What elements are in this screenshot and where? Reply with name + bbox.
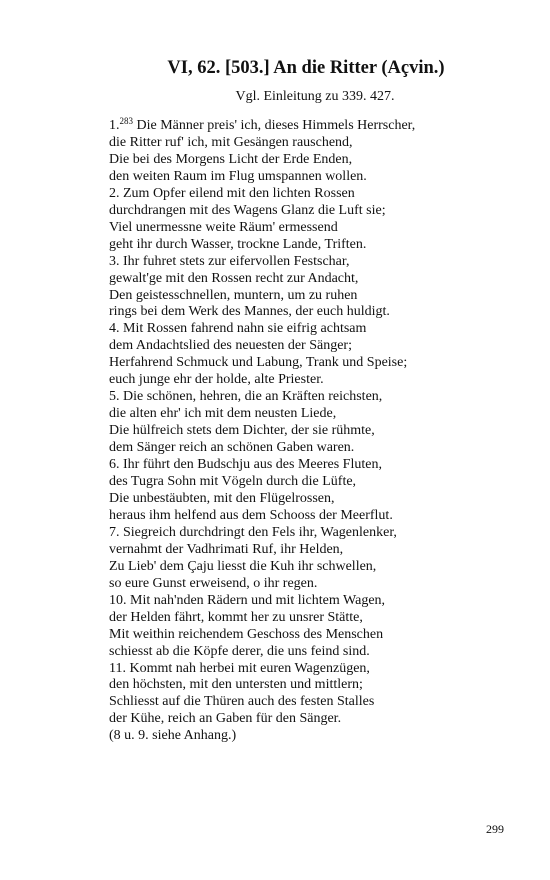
poem-line <box>109 118 529 135</box>
footnote-marker: 283 <box>119 116 133 126</box>
poem-line: Die unbestäubten, mit den Flügelrossen, <box>109 490 335 506</box>
poem-line: (8 u. 9. siehe Anhang.) <box>109 728 237 744</box>
poem-line: geht ihr durch Wasser, trockne Lande, Triften. <box>109 236 367 252</box>
poem-line: des Tugra Sohn mit Vögeln durch die Lüfte, <box>109 474 357 490</box>
poem-line: Schliesst auf die Thüren auch des festen Stalles <box>109 694 375 710</box>
poem-line: Herfahrend Schmuck und Labung, Trank und Speise; <box>109 355 408 371</box>
poem-line: Die bei des Morgens Licht der Erde Enden, <box>109 151 353 167</box>
poem-line: 7. Siegreich durchdringt den Fels ihr, Wagenlenker, <box>109 524 397 540</box>
poem-line-text: Die Männer preis' ich, dieses Himmels Herrscher, <box>133 118 416 133</box>
page-number: 299 <box>486 822 504 836</box>
poem-line: so eure Gunst erweisend, o ihr regen. <box>109 575 318 591</box>
poem-line: Zu Lieb' dem Çaju liesst die Kuh ihr schwellen, <box>109 558 377 574</box>
poem-line: der Kühe, reich an Gaben für den Sänger. <box>109 711 342 727</box>
poem-line: 4. Mit Rossen fahrend nahn sie eifrig achtsam <box>109 321 367 337</box>
poem-line: vernahmt der Vadhrimati Ruf, ihr Helden, <box>109 541 344 557</box>
poem-line: Die hülfreich stets dem Dichter, der sie rühmte, <box>109 423 375 439</box>
poem-line: 10. Mit nah'nden Rädern und mit lichtem Wagen, <box>109 592 386 608</box>
poem-line: 5. Die schönen, hehren, die an Kräften reichsten, <box>109 389 383 405</box>
poem-body <box>109 118 529 745</box>
poem-line: dem Sänger reich an schönen Gaben waren. <box>109 440 355 456</box>
poem-line: Mit weithin reichendem Geschoss des Menschen <box>109 626 384 642</box>
verse-number: 1. <box>109 118 120 133</box>
poem-line: 6. Ihr führt den Budschju aus des Meeres Fluten, <box>109 457 382 473</box>
poem-line: heraus ihm helfend aus dem Schooss der Meerflut. <box>109 507 393 523</box>
poem-line: 3. Ihr fuhret stets zur eifervollen Festschar, <box>109 253 350 269</box>
poem-line: den weiten Raum im Flug umspannen wollen. <box>109 168 367 184</box>
poem-line: die Ritter ruf' ich, mit Gesängen rauschend, <box>109 134 353 150</box>
poem-line: dem Andachtslied des neuesten der Sänger; <box>109 338 352 354</box>
poem-line: Viel unermessne weite Räum' ermessend <box>109 219 338 235</box>
poem-line: durchdrangen mit des Wagens Glanz die Luft sie; <box>109 202 386 218</box>
poem-line: rings bei dem Werk des Mannes, der euch huldigt. <box>109 304 390 320</box>
poem-line: gewalt'ge mit den Rossen recht zur Andacht, <box>109 270 359 286</box>
poem-line: den höchsten, mit den untersten und mittlern; <box>109 677 363 693</box>
poem-line: 2. Zum Opfer eilend mit den lichten Rossen <box>109 185 355 201</box>
poem-line: der Helden fährt, kommt her zu unsrer Stätte, <box>109 609 363 625</box>
poem-line: euch junge ehr der holde, alte Priester. <box>109 372 324 388</box>
poem-line: schiesst ab die Köpfe derer, die uns feind sind. <box>109 643 370 659</box>
page-title: VI, 62. [503.] An die Ritter (Açvin.) <box>167 58 445 78</box>
poem-line: die alten ehr' ich mit dem neusten Liede, <box>109 406 337 422</box>
page-subtitle: Vgl. Einleitung zu 339. 427. <box>235 89 395 104</box>
poem-line: Den geistesschnellen, muntern, um zu ruhen <box>109 287 358 303</box>
poem-line: 11. Kommt nah herbei mit euren Wagenzügen, <box>109 660 370 676</box>
